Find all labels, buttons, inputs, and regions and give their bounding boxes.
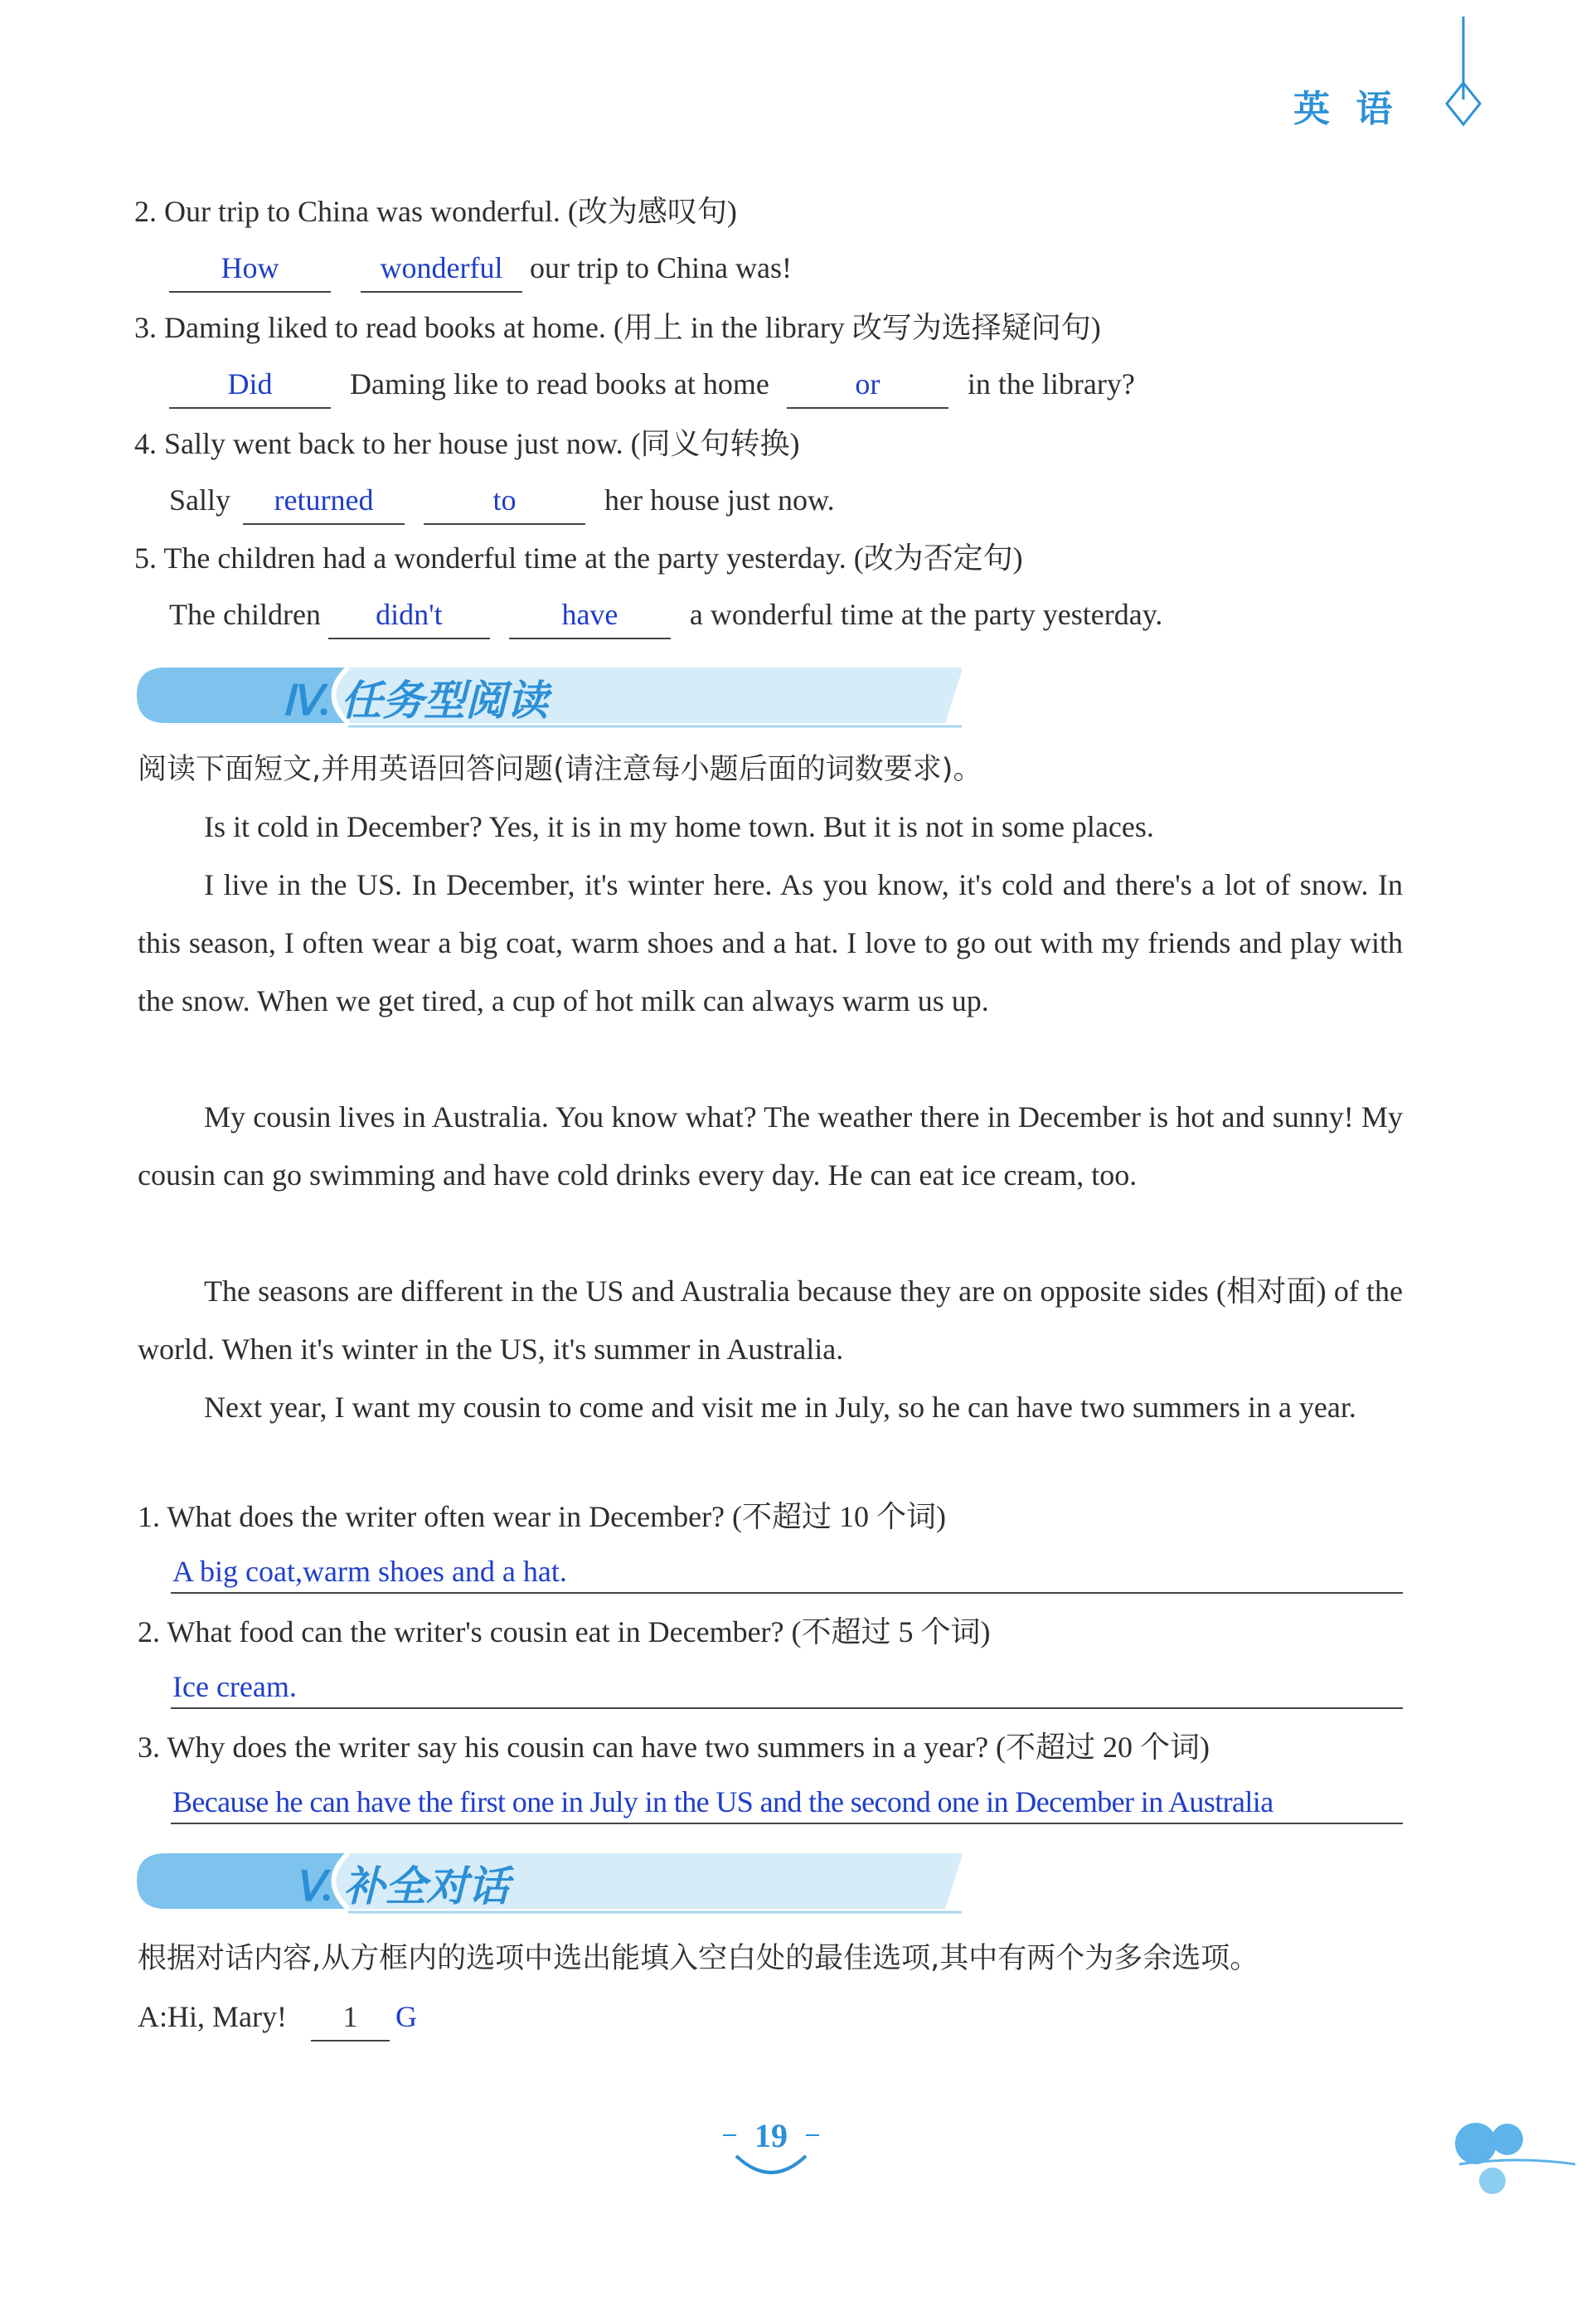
page-number: 19 xyxy=(754,2117,788,2154)
q4-lead: Sally xyxy=(169,483,231,517)
dialogue-speaker-a: A:Hi, Mary! xyxy=(138,2000,287,2033)
q5-blank-1[interactable]: didn't xyxy=(328,598,490,639)
section4-instruction: 阅读下面短文,并用英语回答问题(请注意每小题后面的词数要求)。 xyxy=(138,753,982,786)
rewrite-q2-prompt: 2. Our trip to China was wonderful. (改为感叹句) xyxy=(134,195,737,228)
section4-title: Ⅳ. 任务型阅读 xyxy=(282,677,549,724)
q5-lead: The children xyxy=(169,598,321,631)
bubbles-decoration-icon xyxy=(1443,2106,1596,2222)
q5-tail: a wonderful time at the party yesterday. xyxy=(689,598,1163,631)
q3-tail: in the library? xyxy=(967,367,1135,401)
rewrite-q4-answer-line xyxy=(169,479,835,525)
subject-header: 英 语 xyxy=(1293,88,1400,130)
q2-blank-1[interactable]: How xyxy=(169,251,331,293)
q2-blank-2[interactable]: wonderful xyxy=(361,251,522,293)
dialogue-answer-1: G xyxy=(395,2000,417,2033)
q3-blank-1[interactable]: Did xyxy=(169,367,331,409)
section5-instruction: 根据对话内容,从方框内的选项中选出能填入空白处的最佳选项,其中有两个为多余选项。 xyxy=(138,1942,1259,1975)
passage-p3: My cousin lives in Australia. You know what? The weather there in December is hot and sunny! My cousin can go swimming and have cold drinks every day. He can eat ice cream, too. xyxy=(138,1100,1403,1192)
rewrite-q3-answer-line xyxy=(169,363,1135,409)
header-diamond-icon xyxy=(1434,17,1492,133)
passage-p4: The seasons are different in the US and Australia because they are on opposite sides (相对面) of the world. When it's winter in the US, it's summer in Australia. xyxy=(138,1274,1403,1366)
rewrite-q3-prompt: 3. Daming liked to read books at home. (用上 in the library 改写为选择疑问句) xyxy=(134,311,1101,344)
dialogue-line-1 xyxy=(138,1996,417,2042)
passage-p2: I live in the US. In December, it's winter here. As you know, it's cold and there's a lot of snow. In this season, I often wear a big coat, warm shoes and a hat. I love to go out with my friends and play with the snow. When we get tired, a cup of hot milk can always warm us up. xyxy=(138,868,1403,1017)
q4-tail: her house just now. xyxy=(604,483,835,517)
q3-mid: Daming like to read books at home xyxy=(350,367,769,401)
section4-a3[interactable]: Because he can have the first one in July in the US and the second one in December in Australia xyxy=(172,1785,1273,1818)
rewrite-q4-prompt: 4. Sally went back to her house just now. (同义句转换) xyxy=(134,427,800,460)
rewrite-q5-prompt: 5. The children had a wonderful time at the party yesterday. (改为否定句) xyxy=(134,541,1023,575)
passage-p1: Is it cold in December? Yes, it is in my home town. But it is not in some places. xyxy=(204,810,1154,843)
rewrite-q5-answer-line xyxy=(169,594,1162,639)
section4-q2: 2. What food can the writer's cousin eat in December? (不超过 5 个词) xyxy=(138,1615,991,1648)
section4-a3-underline xyxy=(171,1821,1403,1824)
dialogue-blank-1[interactable]: 1 xyxy=(311,2000,390,2042)
rewrite-q2-answer-line xyxy=(169,247,792,293)
section5-title: Ⅴ. 补全对话 xyxy=(294,1863,510,1910)
section4-a2[interactable]: Ice cream. xyxy=(172,1670,297,1703)
q4-blank-1[interactable]: returned xyxy=(243,483,405,525)
q4-blank-2[interactable]: to xyxy=(424,483,585,525)
section4-q3: 3. Why does the writer say his cousin can have two summers in a year? (不超过 20 个词) xyxy=(138,1731,1210,1764)
section4-a1-underline xyxy=(171,1590,1403,1594)
section5-banner-shape xyxy=(133,1849,962,1915)
section4-a2-underline xyxy=(171,1706,1403,1709)
q3-blank-2[interactable]: or xyxy=(787,367,948,409)
passage-p5: Next year, I want my cousin to come and visit me in July, so he can have two summers in a year. xyxy=(204,1391,1356,1424)
section4-a1[interactable]: A big coat,warm shoes and a hat. xyxy=(172,1555,567,1588)
q5-blank-2[interactable]: have xyxy=(509,598,671,639)
section4-q1: 1. What does the writer often wear in December? (不超过 10 个词) xyxy=(138,1500,947,1533)
q2-tail: our trip to China was! xyxy=(530,251,792,284)
